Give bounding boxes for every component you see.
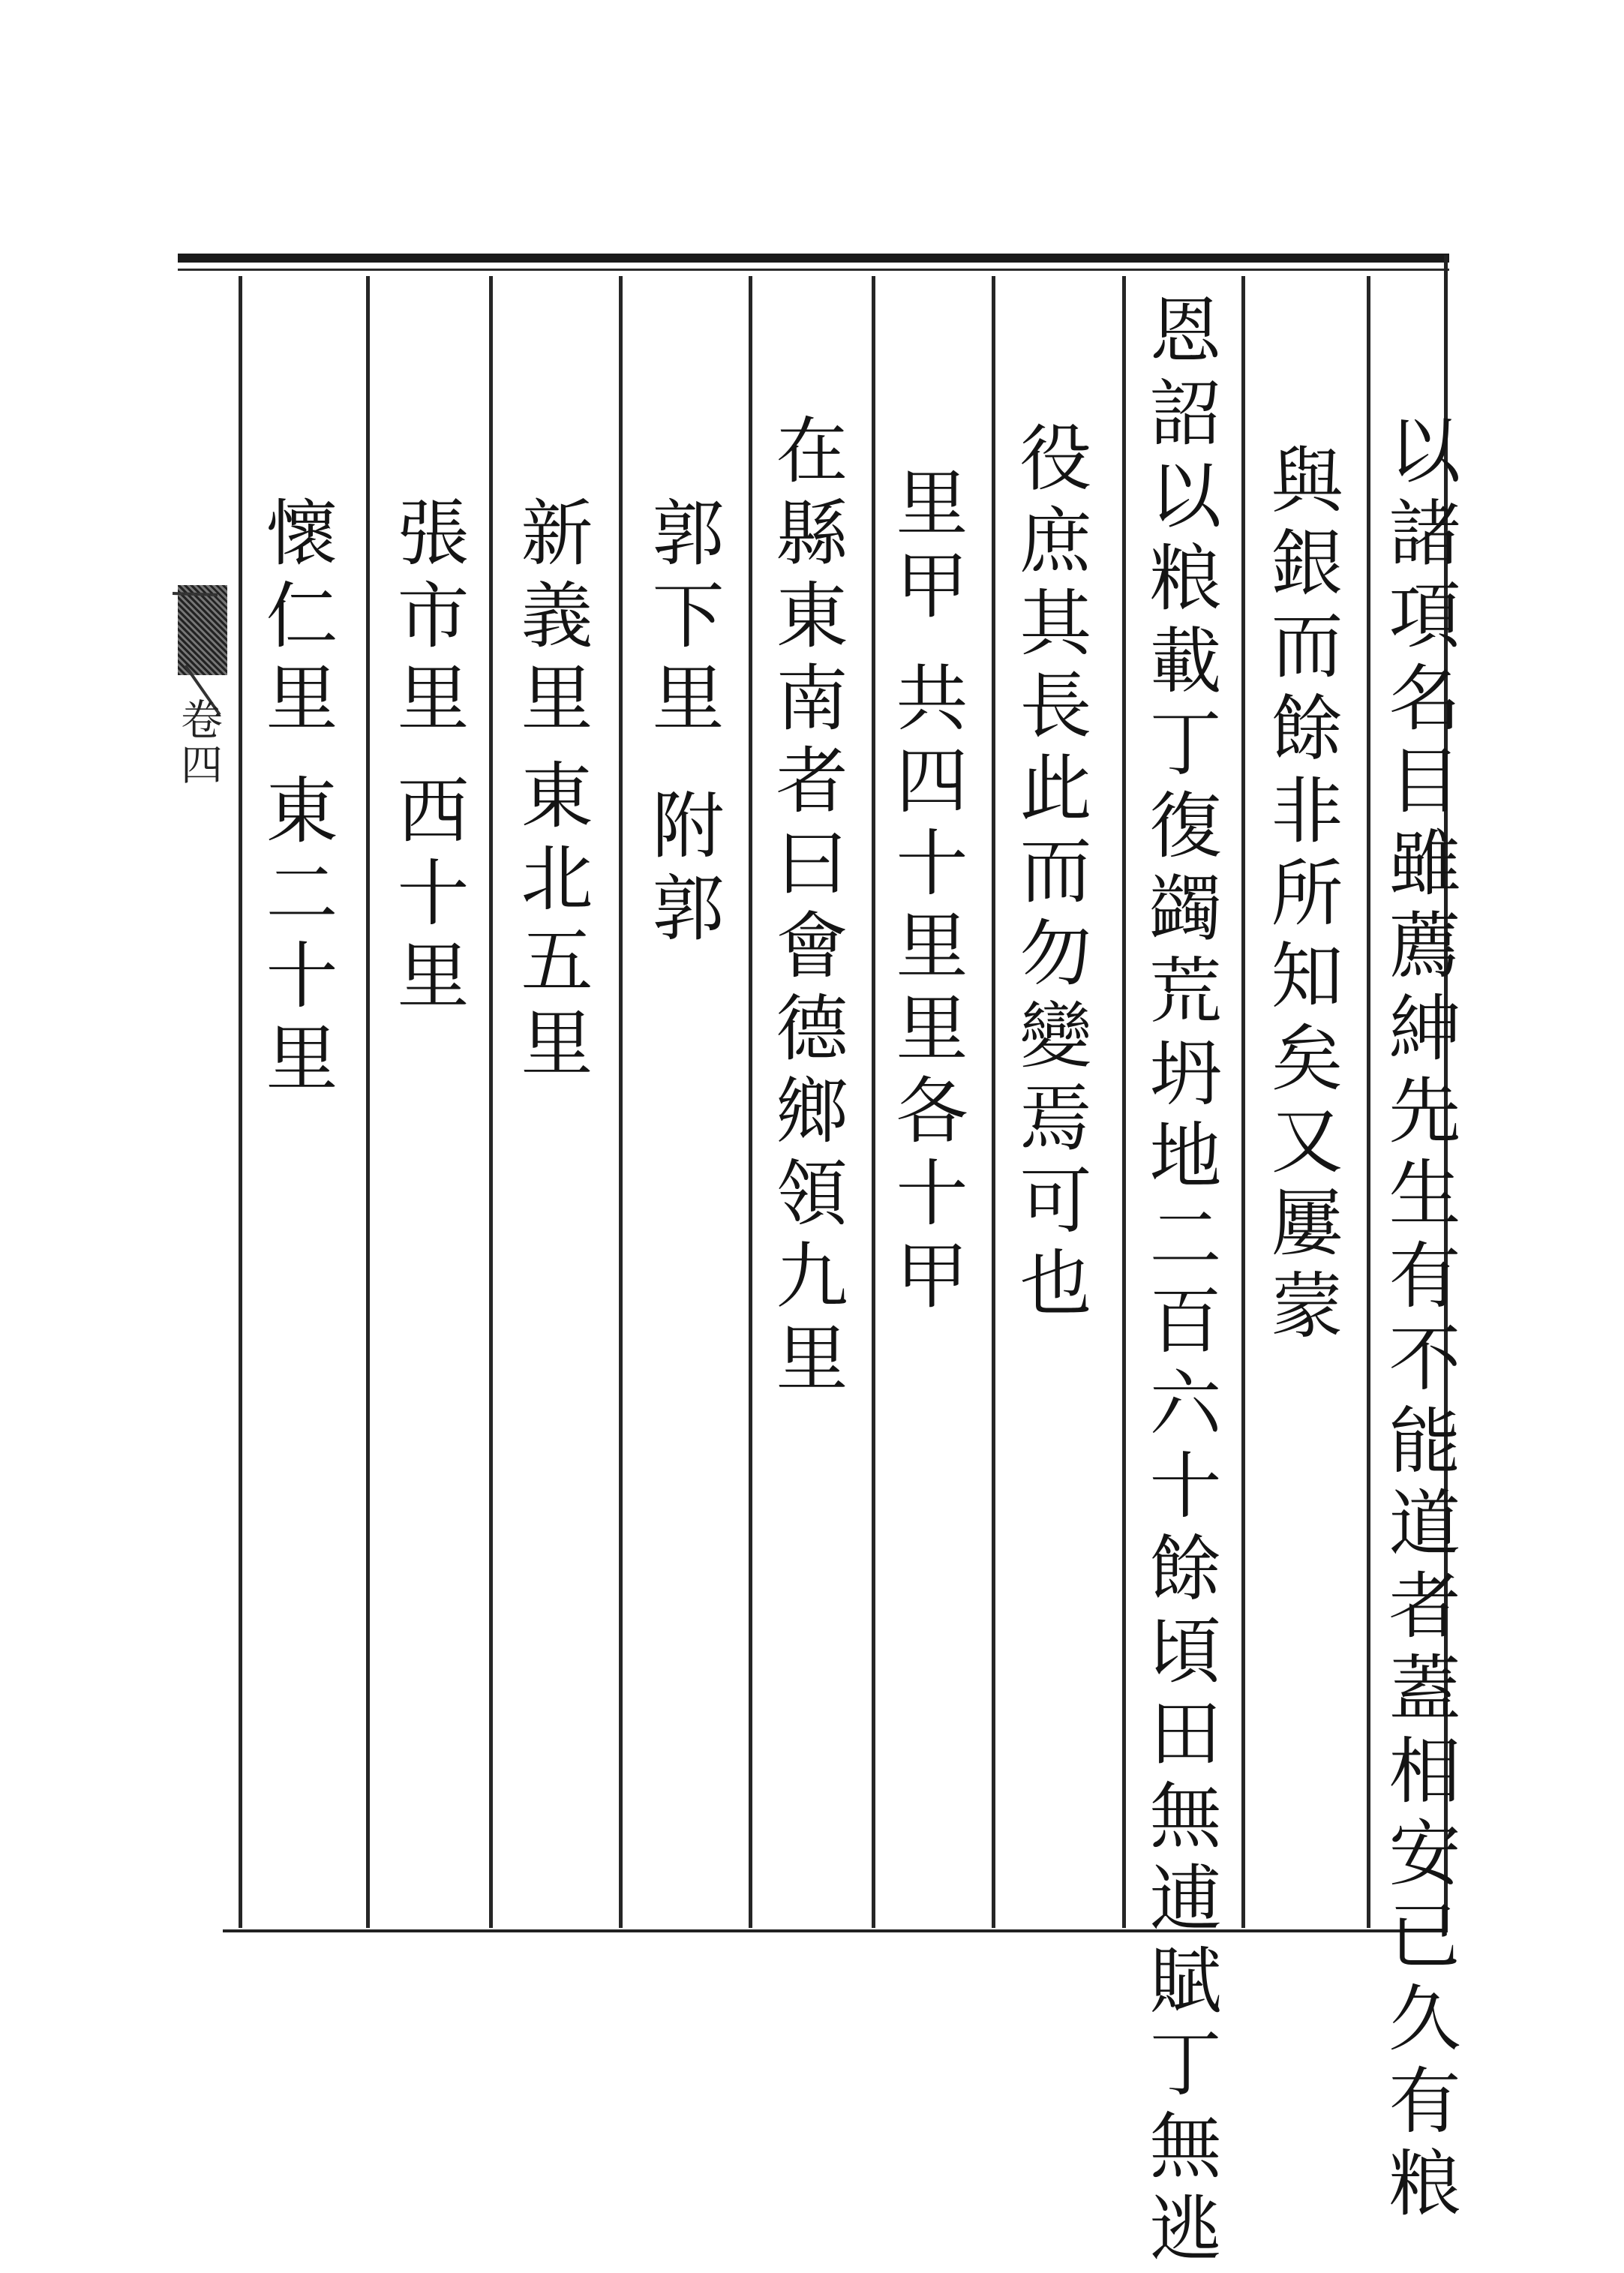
- column-divider: [749, 276, 752, 1928]
- text-column-2: 與銀而餘非所知矣又屢蒙: [1259, 443, 1343, 1350]
- text-column-10-name: 懷仁里: [254, 495, 338, 743]
- text-column-8-name: 新義里: [509, 495, 593, 743]
- column-divider: [619, 276, 623, 1928]
- column-divider: [992, 276, 995, 1928]
- column-divider: [872, 276, 875, 1928]
- text-column-9-name: 張市里: [386, 495, 470, 743]
- fishtail-margin-mark: [178, 585, 227, 675]
- text-column-7-note: 附郭: [641, 788, 725, 953]
- text-column-6: 在縣東南者曰會德鄉領九里: [764, 413, 848, 1403]
- text-column-5-note: 共四十里里各十甲: [884, 660, 968, 1320]
- top-border-rule: [178, 254, 1449, 263]
- column-divider: [239, 276, 242, 1928]
- column-divider: [1367, 276, 1370, 1928]
- volume-label: 卷四: [174, 698, 223, 788]
- text-column-1: 以諸項名目雖薦紳先生有不能道者蓋相安已久有粮: [1377, 413, 1461, 2228]
- text-column-9-note: 西十里: [386, 773, 470, 1020]
- column-divider: [366, 276, 370, 1928]
- column-divider: [489, 276, 493, 1928]
- text-column-10-note: 東二十里: [254, 773, 338, 1103]
- column-divider: [1241, 276, 1245, 1928]
- text-column-4: 役庶其長此而勿變焉可也: [1008, 420, 1092, 1328]
- bottom-border-rule: [223, 1929, 1447, 1932]
- text-column-5-heading: 里甲: [884, 465, 968, 630]
- text-column-3: 恩詔以粮載丁復蠲荒坍地二百六十餘頃田無逋賦丁無逃: [1138, 293, 1222, 2273]
- text-column-8-note: 東北五里: [509, 758, 593, 1088]
- text-column-7-name: 郭下里: [641, 495, 725, 743]
- top-border-inner-rule: [178, 269, 1449, 271]
- column-divider: [1122, 276, 1126, 1928]
